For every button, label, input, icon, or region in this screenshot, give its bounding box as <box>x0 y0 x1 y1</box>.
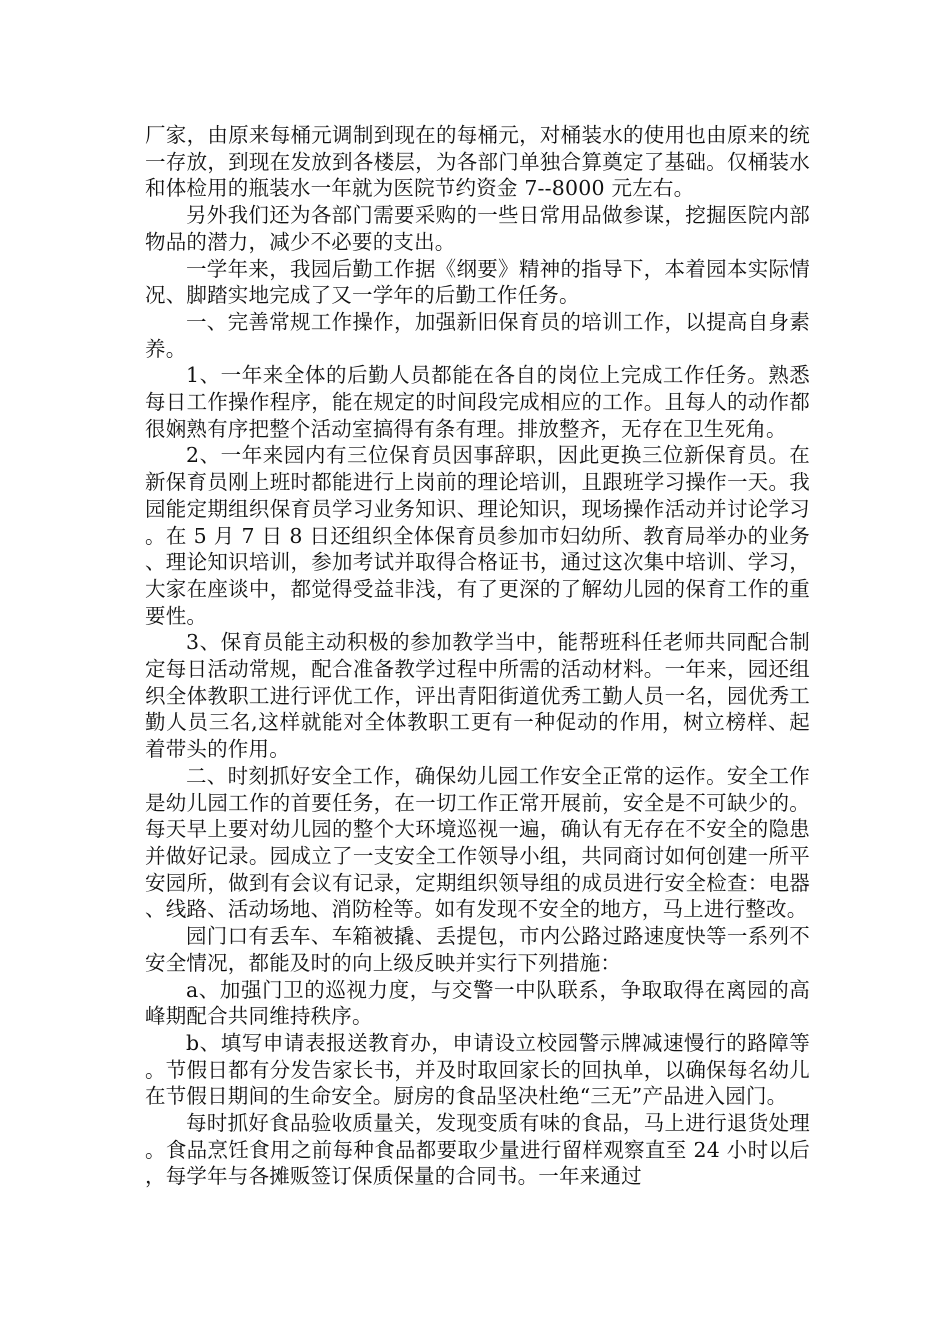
paragraph-2: 另外我们还为各部门需要采购的一些日常用品做参谋，挖掘医院内部物品的潜力，减少不必要的支出。 <box>145 203 810 254</box>
paragraph-measure-a: a、加强门卫的巡视力度，与交警一中队联系，争取取得在离园的高峰期配合共同维持秩序。 <box>145 977 810 1029</box>
document-page <box>145 122 810 1190</box>
paragraph-item-2: 2、一年来园内有三位保育员因事辞职，因此更换三位新保育员。在新保育员刚上班时都能进行上岗前的理论培训，且跟班学习操作一天。我园能定期组织保育员学习业务知识、理论知识，现场操作活动并讨论学习。在 5 月 7 日 8 日还组织全体保育员参加市妇幼所、教育局举办的业务、理论知识培训，参加考试并取得合格证书，通过这次集中培训、学习，大家在座谈中，都觉得受益非浅，有了更深的了解幼儿园的保育工作的重要性。 <box>145 443 810 628</box>
paragraph-food-quality: 每时抓好食品验收质量关，发现变质有味的食品，马上进行退货处理。食品烹饪食用之前每种食品都要取少量进行留样观察直至 24 小时以后，每学年与各摊贩签订保质保量的合同书。一年来通过 <box>145 1111 810 1189</box>
section-heading-1: 一、完善常规工作操作，加强新旧保育员的培训工作，以提高自身素养。 <box>145 309 810 361</box>
paragraph-item-3: 3、保育员能主动积极的参加教学当中，能帮班科任老师共同配合制定每日活动常规，配合准备教学过程中所需的活动材料。一年来，园还组织全体教职工进行评优工作，评出青阳街道优秀工勤人员一名，园优秀工勤人员三名,这样就能对全体教职工更有一种促动的作用，树立榜样、起着带头的作用。 <box>145 630 810 762</box>
paragraph-1: 厂家，由原来每桶元调制到现在的每桶元，对桶装水的使用也由原来的统一存放，到现在发放到各楼层，为各部门单独合算奠定了基础。仅桶装水和体检用的瓶装水一年就为医院节约资金 7--8000 元左右。 <box>145 123 810 201</box>
paragraph-item-1: 1、一年来全体的后勤人员都能在各自的岗位上完成工作任务。熟悉每日工作操作程序，能在规定的时间段完成相应的工作。且每人的动作都很娴熟有序把整个活动室搞得有条有理。排放整齐，无存在卫生死角。 <box>145 363 810 441</box>
paragraph-measure-b: b、填写申请表报送教育办，申请设立校园警示牌减速慢行的路障等。节假日都有分发告家长书，并及时取回家长的回执单，以确保每名幼儿在节假日期间的生命安全。厨房的食品坚决杜绝“三无”产品进入园门。 <box>145 1030 810 1109</box>
paragraph-gate-safety: 园门口有丢车、车箱被撬、丢提包，市内公路过路速度快等一系列不安全情况，都能及时的向上级反映并实行下列措施： <box>145 924 810 975</box>
section-heading-2: 二、时刻抓好安全工作，确保幼儿园工作安全正常的运作。安全工作是幼儿园工作的首要任务，在一切工作正常开展前，安全是不可缺少的。每天早上要对幼儿园的整个大环境巡视一遍，确认有无存在不安全的隐患并做好记录。园成立了一支安全工作领导小组，共同商讨如何创建一所平安园所，做到有会议有记录，定期组织领导组的成员进行安全检查：电器、线路、活动场地、消防栓等。如有发现不安全的地方，马上进行整改。 <box>145 763 810 922</box>
paragraph-3: 一学年来，我园后勤工作据《纲要》精神的指导下，本着园本实际情况、脚踏实地完成了又一学年的后勤工作任务。 <box>145 256 810 308</box>
